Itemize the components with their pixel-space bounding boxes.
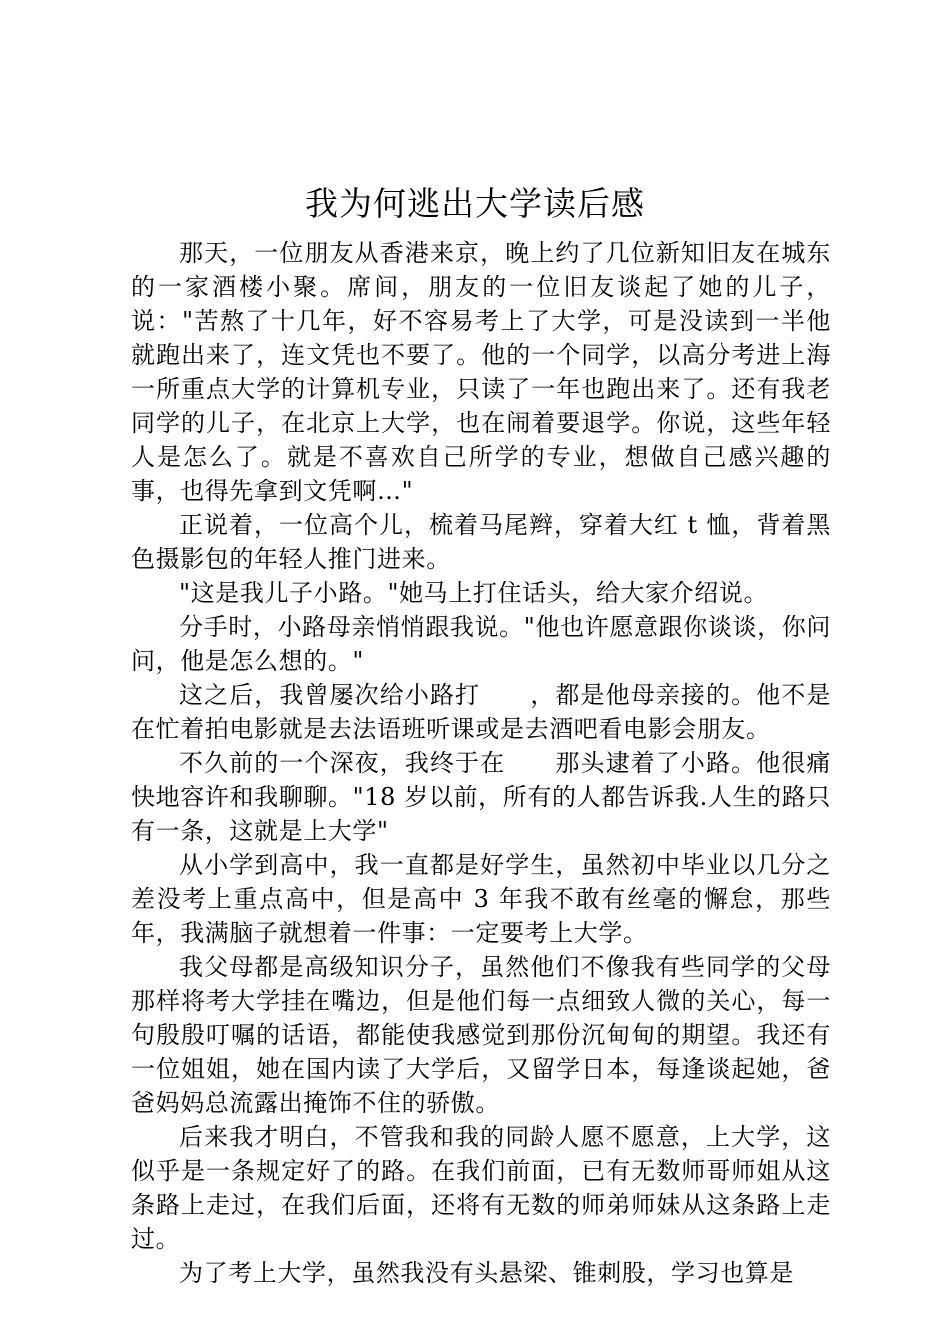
paragraph: 分手时，小路母亲悄悄跟我说。"他也许愿意跟你谈谈，你问问，他是怎么想的。": [131, 613, 831, 675]
paragraph: 正说着，一位高个儿，梳着马尾辫，穿着大红 t 恤，背着黑色摄影包的年轻人推门进来。: [131, 511, 831, 573]
paragraph: 从小学到高中，我一直都是好学生，虽然初中毕业以几分之差没考上重点高中，但是高中 3 年我不敢有丝毫的懈怠，那些年，我满脑子就想着一件事：一定要考上大学。: [131, 851, 831, 947]
paragraph: "这是我儿子小路。"她马上打住话头，给大家介绍说。: [179, 579, 769, 607]
document-body: [131, 236, 831, 1290]
paragraph: 那天，一位朋友从香港来京，晚上约了几位新知旧友在城东的一家酒楼小聚。席间，朋友的一位旧友谈起了她的儿子，说："苦熬了十几年，好不容易考上了大学，可是没读到一半他就跑出来了，连文凭也不要了。他的一个同学，以高分考进上海一所重点大学的计算机专业，只读了一年也跑出来了。还有我老同学的儿子，在北京上大学，也在闹着要退学。你说，这些年轻人是怎么了。就是不喜欢自己所学的专业，想做自己感兴趣的事，也得先拿到文凭啊…": [131, 239, 831, 505]
paragraph: 我父母都是高级知识分子，虽然他们不像我有些同学的父母那样将考大学挂在嘴边，但是他们每一点细致人微的关心，每一句殷殷叮嘱的话语，都能使我感觉到那份沉甸甸的期望。我还有一位姐姐，她在国内读了大学后，又留学日本，每逢谈起她，爸爸妈妈总流露出掩饰不住的骄傲。: [131, 953, 831, 1117]
paragraph: 为了考上大学，虽然我没有头悬梁、锥刺股，学习也算是: [179, 1259, 794, 1287]
paragraph: 不久前的一个深夜，我终于在 那头逮着了小路。他很痛快地容许和我聊聊。"18 岁以前，所有的人都告诉我.人生的路只有一条，这就是上大学": [131, 749, 831, 845]
document-title: 我为何逃出大学读后感: [305, 184, 645, 223]
paragraph: 这之后，我曾屡次给小路打 ，都是他母亲接的。他不是在忙着拍电影就是去法语班听课或是去酒吧看电影会朋友。: [131, 681, 831, 743]
paragraph: 后来我才明白，不管我和我的同龄人愿不愿意，上大学，这似乎是一条规定好了的路。在我们前面，已有无数师哥师姐从这条路上走过，在我们后面，还将有无数的师弟师妹从这条路上走过。: [131, 1123, 831, 1253]
